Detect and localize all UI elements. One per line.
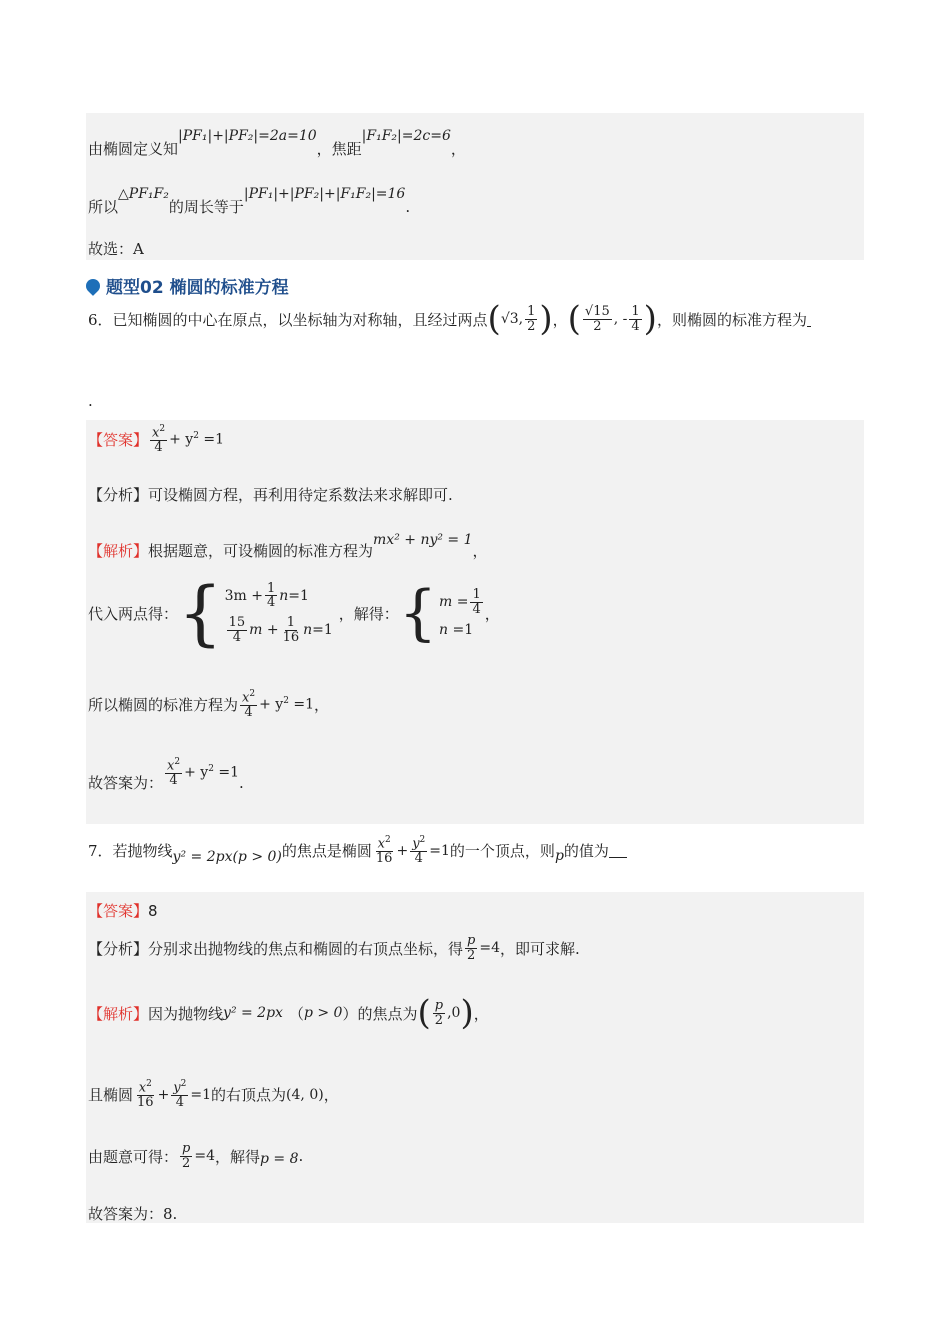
text: 7．若抛物线: [88, 842, 173, 861]
text: 由椭圆定义知: [88, 140, 179, 158]
text: 可设椭圆方程，再利用待定系数法来求解即可.: [148, 486, 453, 504]
answer-blank: [609, 843, 627, 858]
text: 的值为: [563, 842, 609, 861]
solution-tag: 【解析】: [88, 1004, 149, 1023]
text: 根据题意，可设椭圆的标准方程为: [148, 542, 374, 560]
ellipse-equation-2: $\frac{x^2}{16}$ + $\frac{y^2}{4}$ =1: [137, 1079, 212, 1110]
result-6-math: $\frac{x^2}{4}$ + $y^2 =1$: [242, 689, 315, 720]
brace: {: [398, 578, 437, 648]
text: ，解得：: [338, 604, 399, 623]
answer-7: 8: [148, 901, 158, 920]
system-2: m = $\frac{1}{4}$ n =1: [439, 586, 481, 639]
text: ，: [472, 542, 488, 560]
text: .: [298, 1147, 304, 1166]
question-6: [88, 299, 811, 339]
text: 的一个顶点，则: [449, 842, 555, 861]
text: 所以: [88, 198, 119, 216]
deduce-math: $\frac{p}{2}$ =4: [182, 1141, 215, 1171]
text: ，即可求解.: [500, 939, 580, 958]
text: 故答案为：8.: [88, 1205, 178, 1223]
text: ，: [473, 1004, 489, 1023]
text: ，: [552, 310, 568, 329]
math-expression: △PF₁F₂: [118, 185, 169, 202]
substitution-line: [88, 572, 500, 654]
answer-blank: [807, 312, 811, 327]
text: 且椭圆: [88, 1086, 134, 1105]
text: ，焦距: [316, 140, 362, 158]
math-expression: p = 8: [260, 1151, 299, 1168]
math-expression: |PF₁|+|PF₂|=2a=10: [178, 127, 317, 144]
analysis-6-line: [88, 484, 453, 505]
answer-6-line: [88, 425, 224, 455]
system-1: 3m + $\frac{1}{4}$ n =1 $\frac{15}{4}$ m + $\frac{1}{16}$ n =1: [224, 580, 333, 645]
math-expression: y² = 2px: [223, 1005, 283, 1021]
math-expression: |PF₁|+|PF₂|+|F₁F₂|=16: [243, 185, 406, 202]
analysis-7-math: $\frac{p}{2}$ =4: [467, 933, 500, 963]
final-6-math: $\frac{x^2}{4}$ + $y^2 =1$: [167, 756, 240, 788]
text: .: [239, 773, 244, 792]
text: 6．已知椭圆的中心在原点，以坐标轴为对称轴，且经过两点: [88, 310, 488, 329]
analysis-7-line: [88, 934, 580, 962]
analysis-tag: 【分析】: [88, 939, 149, 958]
text: 由题意可得：: [88, 1147, 179, 1166]
final-7-line: [88, 1203, 177, 1224]
math-expression: y² = 2px(p > 0): [172, 848, 282, 865]
text: 故选：A: [88, 240, 144, 258]
text: ，: [484, 604, 500, 623]
brace: {: [178, 572, 223, 654]
text: 所以椭圆的标准方程为: [88, 696, 239, 715]
text: 的周长等于: [168, 198, 244, 216]
text: 故答案为：: [88, 774, 164, 792]
deduce-line: [88, 1142, 303, 1170]
text: ，则椭圆的标准方程为: [656, 310, 807, 329]
text: ，: [323, 1086, 339, 1105]
text: ，: [314, 696, 330, 715]
text: 的右顶点为: [211, 1086, 287, 1105]
choice-line: [88, 238, 144, 259]
text: ，: [450, 140, 466, 158]
solution-7-line: [88, 993, 489, 1033]
answer-tag: 【答案】: [88, 902, 149, 920]
math-expression: p: [554, 847, 564, 864]
text: 代入两点得：: [88, 604, 179, 623]
text: ）的焦点为: [342, 1004, 418, 1023]
result-6-line: [88, 690, 329, 720]
answer-7-line: [88, 900, 158, 921]
perimeter-line: [88, 178, 410, 217]
math-expression: (4, 0): [286, 1086, 324, 1103]
section-heading-text: 题型02 椭圆的标准方程: [106, 278, 289, 298]
point-2: ( $\frac{√15}{2}$ , - $\frac{1}{4}$ ): [567, 299, 657, 339]
text: 的焦点是椭圆: [281, 842, 372, 861]
solution-6-line: [88, 522, 488, 561]
location-pin-icon: [83, 276, 103, 296]
definition-line: [88, 122, 466, 159]
question-7: [88, 836, 627, 866]
point-1: ( √3, $\frac{1}{2}$ ): [487, 299, 553, 339]
solution-tag: 【解析】: [88, 542, 149, 560]
text: .: [88, 392, 93, 410]
final-6-line: [88, 752, 244, 793]
text: .: [405, 197, 411, 216]
section-heading: [86, 273, 289, 298]
vertex-line: [88, 1080, 339, 1110]
text: ，解得: [214, 1147, 260, 1166]
math-expression: mx² + ny² = 1: [373, 531, 473, 548]
answer-6: $\frac{x^2}{4}$ + $y^2 =1$: [152, 424, 225, 455]
ellipse-equation: $\frac{x^2}{16}$ + $\frac{y^2}{4}$ =1: [375, 835, 450, 866]
answer-tag: 【答案】: [88, 431, 149, 450]
analysis-tag: 【分析】: [88, 486, 149, 504]
focus-point: ( $\frac{p}{2}$ ,0 ): [417, 993, 474, 1033]
text: 分别求出抛物线的焦点和椭圆的右顶点坐标，得: [148, 939, 464, 958]
text: （: [288, 1004, 304, 1023]
math-expression: p > 0: [303, 1005, 343, 1021]
question-6-period: [88, 392, 93, 410]
text: 因为抛物线: [148, 1004, 224, 1023]
math-expression: |F₁F₂|=2c=6: [361, 127, 451, 144]
